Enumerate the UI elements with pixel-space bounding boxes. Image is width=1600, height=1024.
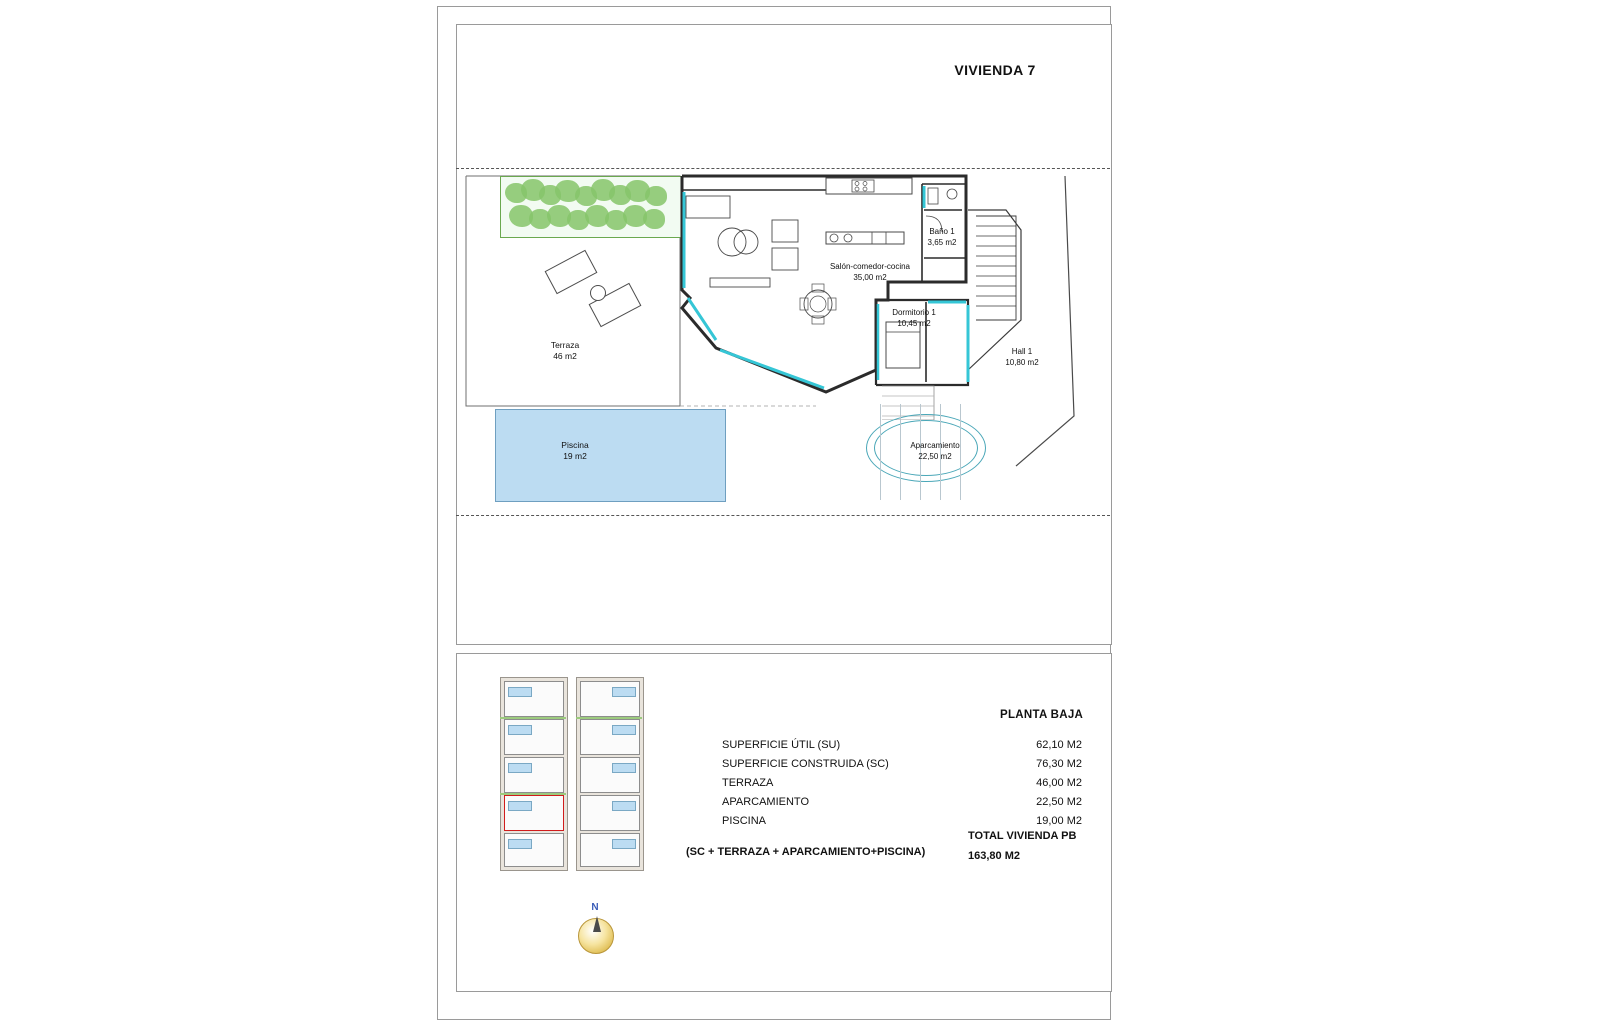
- area-label: SUPERFICIE ÚTIL (SU): [722, 739, 841, 751]
- north-letter: N: [591, 902, 599, 913]
- terrace-label: [520, 340, 610, 362]
- area-label: TERRAZA: [722, 777, 774, 789]
- garden-strip: [500, 176, 682, 238]
- dormitorio-area: 10,45 m2: [897, 318, 931, 328]
- north-arrow: [560, 902, 630, 962]
- floor-title: PLANTA BAJA: [1000, 709, 1084, 721]
- area-value: 46,00 M2: [1036, 777, 1082, 789]
- salon-name: Salón-comedor-cocina: [829, 262, 911, 271]
- room-label-aparcamiento: [890, 441, 980, 462]
- total-formula: (SC + TERRAZA + APARCAMIENTO+PISCINA): [686, 846, 926, 858]
- terrace-area: 46 m2: [553, 351, 577, 361]
- area-value: 76,30 M2: [1036, 758, 1082, 770]
- bano-name: Baño 1: [929, 227, 955, 236]
- room-label-hall: [990, 347, 1054, 368]
- table-row: [722, 736, 1082, 755]
- hall-name: Hall 1: [1011, 347, 1033, 356]
- aparcamiento-area: 22,50 m2: [918, 451, 952, 461]
- area-value: 62,10 M2: [1036, 739, 1082, 751]
- table-row: [722, 755, 1082, 774]
- area-label: APARCAMIENTO: [722, 796, 809, 808]
- table-row: [722, 774, 1082, 793]
- total-label: TOTAL VIVIENDA PB: [968, 830, 1077, 842]
- pool-area: 19 m2: [563, 451, 587, 461]
- total-value: 163,80 M2: [968, 850, 1020, 862]
- area-value: 19,00 M2: [1036, 815, 1082, 827]
- area-value: 22,50 M2: [1036, 796, 1082, 808]
- dormitorio-name: Dormitorio 1: [892, 308, 936, 317]
- house-floorplan: [676, 170, 1066, 410]
- bano-area: 3,65 m2: [927, 237, 957, 247]
- pool-name: Piscina: [561, 440, 589, 450]
- area-label: SUPERFICIE CONSTRUIDA (SC): [722, 758, 889, 770]
- driveway-line: [880, 404, 881, 500]
- salon-area: 35,00 m2: [853, 272, 887, 282]
- aparcamiento-name: Aparcamiento: [910, 441, 960, 450]
- hall-area: 10,80 m2: [1005, 357, 1039, 367]
- room-label-salon: [810, 262, 930, 283]
- north-needle-icon: [593, 916, 601, 932]
- terrace-name: Terraza: [550, 340, 580, 350]
- pool-label: [520, 440, 630, 462]
- area-label: PISCINA: [722, 815, 767, 827]
- side-table: [590, 285, 606, 301]
- table-row: [722, 793, 1082, 812]
- room-label-dormitorio: [874, 308, 954, 329]
- site-key-plan: [492, 673, 652, 873]
- page-title: VIVIENDA 7: [954, 62, 1036, 78]
- total-block: [968, 826, 1148, 866]
- room-label-bano: [912, 227, 972, 248]
- areas-table: [722, 736, 1082, 831]
